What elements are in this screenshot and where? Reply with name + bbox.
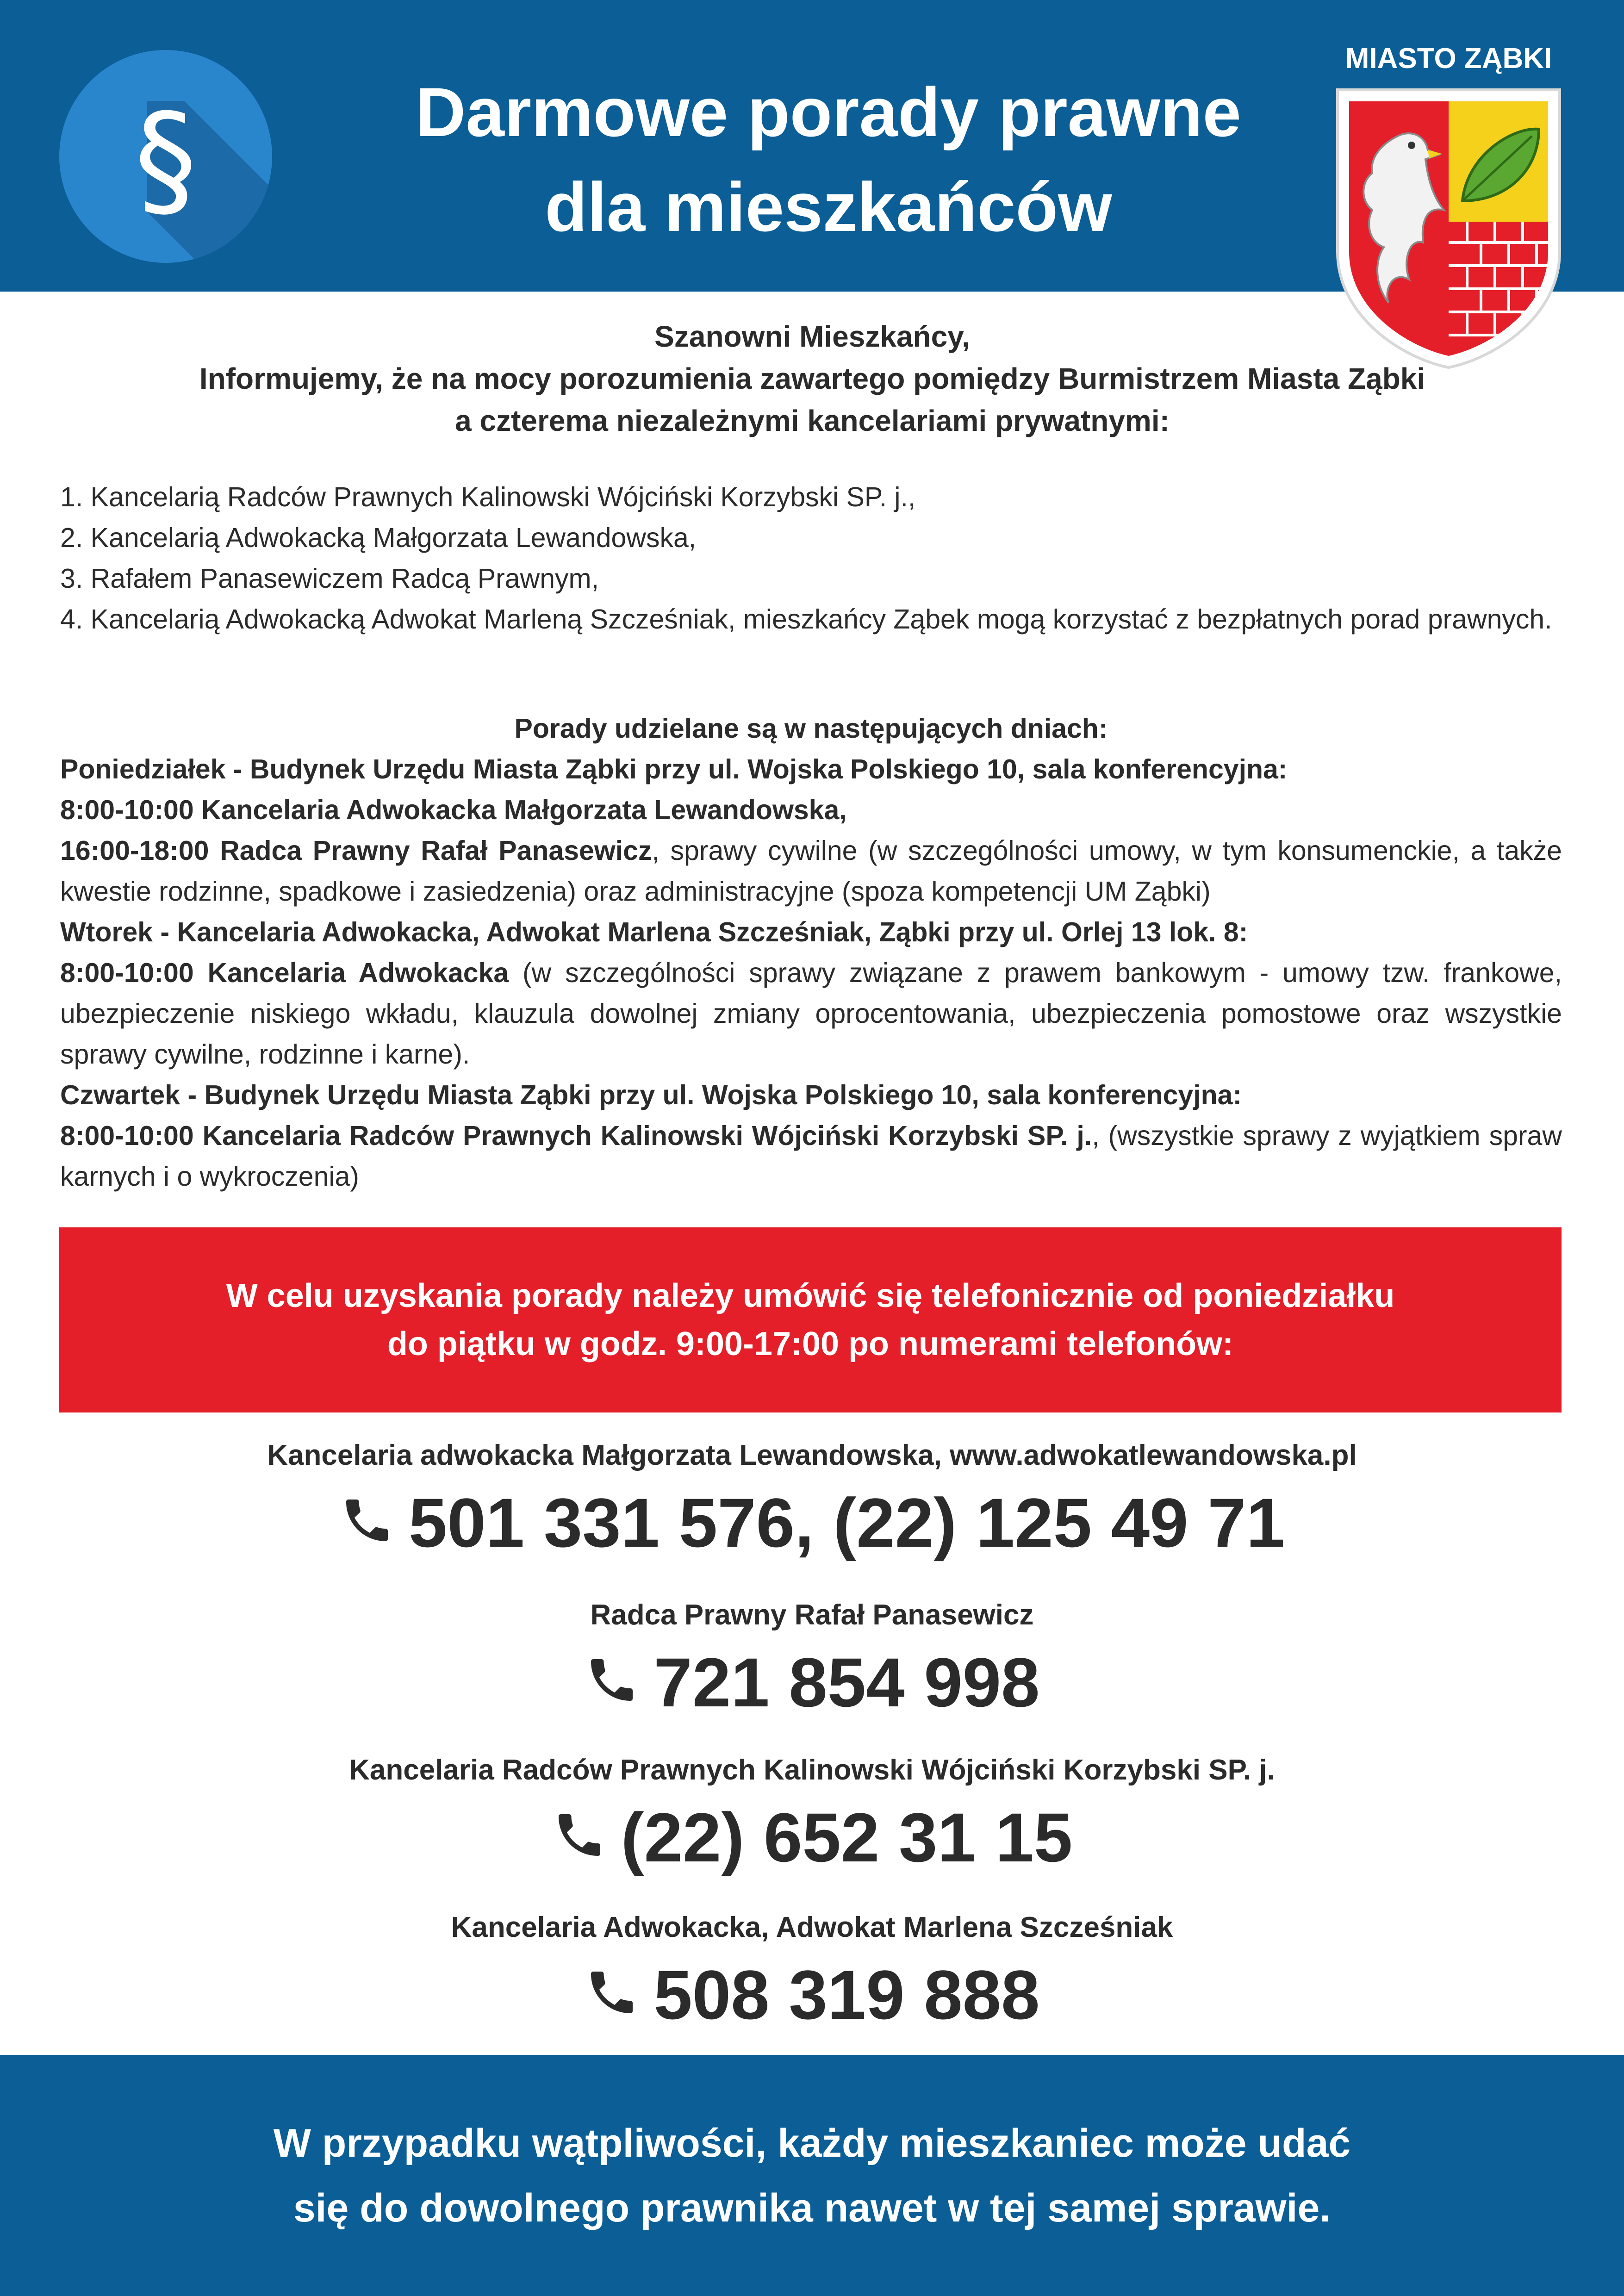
tuesday-slot-title: 8:00-10:00 Kancelaria Adwokacka — [60, 958, 509, 988]
footer-line-2: się do dowolnego prawnika nawet w tej samej sprawie. — [293, 2185, 1331, 2230]
phone-number: 508 319 888 — [653, 1956, 1040, 2034]
contact-phone[interactable] — [0, 1481, 1624, 1564]
intro-line-2: Informujemy, że na mocy porozumienia zawartego pomiędzy Burmistrzem Miasta Ząbki — [199, 362, 1425, 395]
monday-heading: Poniedziałek - Budynek Urzędu Miasta Ząbki przy ul. Wojska Polskiego 10, sala konferencyjna: — [60, 754, 1288, 784]
notice-line-1: W celu uzyskania porady należy umówić się telefonicznie od poniedziałku — [226, 1277, 1395, 1314]
title-line-1: Darmowe porady prawne — [416, 73, 1241, 151]
thursday-slot-title: 8:00-10:00 Kancelaria Radców Prawnych Kalinowski Wójciński Korzybski SP. j. — [60, 1120, 1092, 1151]
notice-line-2: do piątku w godz. 9:00-17:00 po numerami telefonów: — [387, 1325, 1234, 1363]
firm-list — [60, 477, 1562, 640]
tuesday-heading: Wtorek - Kancelaria Adwokacka, Adwokat Marlena Szcześniak, Ząbki przy ul. Orlej 13 lok. 8: — [60, 917, 1248, 947]
list-item: 3. Rafałem Panasewiczem Radcą Prawnym, — [60, 563, 599, 594]
footer-line-1: W przypadku wątpliwości, każdy mieszkaniec może udać — [273, 2121, 1351, 2165]
contact-name: Kancelaria Radców Prawnych Kalinowski Wójciński Korzybski SP. j. — [349, 1754, 1275, 1786]
paragraph-symbol: § — [134, 87, 197, 232]
contact-name: Radca Prawny Rafał Panasewicz — [590, 1599, 1034, 1631]
page-title — [296, 65, 1361, 255]
phone-number: (22) 652 31 15 — [621, 1798, 1073, 1876]
paragraph-badge-icon — [59, 50, 272, 263]
contact-name: Kancelaria Adwokacka, Adwokat Marlena Szcześniak — [451, 1911, 1173, 1943]
contact-phone[interactable] — [0, 1953, 1624, 2036]
crest-label: MIASTO ZĄBKI — [1345, 43, 1552, 75]
tuesday-slot-text: (w szczególności sprawy związane z prawem bankowym - umowy tzw. frankowe, ubezpieczenie niskiego wkładu, klauzula dowolnej zmiany oprocentowania, ubezpieczenia pomostowe oraz wszystkie sprawy cywilne, rodzinne i karne). — [60, 958, 1562, 1070]
thursday-heading: Czwartek - Budynek Urzędu Miasta Ząbki przy ul. Wojska Polskiego 10, sala konferencyjna: — [60, 1080, 1242, 1110]
intro-block — [60, 316, 1564, 442]
intro-line-3: a czterema niezależnymi kancelariami prywatnymi: — [455, 404, 1170, 437]
intro-greeting: Szanowni Mieszkańcy, — [654, 320, 970, 353]
schedule-block — [60, 708, 1562, 1197]
thursday-slot-text: , (wszystkie sprawy z wyjątkiem spraw karnych i o wykroczenia) — [60, 1120, 1562, 1192]
phone-notice-box — [59, 1227, 1562, 1412]
phone-icon — [584, 1962, 640, 2022]
phone-icon — [339, 1490, 395, 1550]
header-banner — [0, 0, 1624, 292]
schedule-heading: Porady udzielane są w następujących dniach: — [514, 713, 1108, 744]
phone-number: 721 854 998 — [653, 1643, 1040, 1721]
list-item: 2. Kancelarią Adwokacką Małgorzata Lewandowska, — [60, 523, 697, 553]
phone-icon — [552, 1805, 607, 1865]
footer-banner — [0, 2055, 1624, 2296]
list-item: 4. Kancelarią Adwokacką Adwokat Marleną Szcześniak, mieszkańcy Ząbek mogą korzystać z bezpłatnych porad prawnych. — [60, 604, 1552, 635]
monday-slot-2-title: 16:00-18:00 Radca Prawny Rafał Panasewicz — [60, 835, 652, 866]
city-crest — [1324, 38, 1574, 334]
monday-slot-2-text: , sprawy cywilne (w szczególności umowy, w tym konsumenckie, a także kwestie rodzinne, spadkowe i zasiedzenia) oraz administracyjne (spoza kompetencji UM Ząbki) — [60, 835, 1562, 907]
contact-name: Kancelaria adwokacka Małgorzata Lewandowska, www.adwokatlewandowska.pl — [267, 1439, 1357, 1471]
phone-number: 501 331 576, (22) 125 49 71 — [408, 1484, 1285, 1562]
phone-icon — [584, 1650, 640, 1710]
list-item: 1. Kancelarią Radców Prawnych Kalinowski Wójciński Korzybski SP. j., — [60, 482, 916, 512]
title-line-2: dla mieszkańców — [545, 168, 1112, 246]
contact-phone[interactable] — [0, 1796, 1624, 1879]
monday-slot-1: 8:00-10:00 Kancelaria Adwokacka Małgorzata Lewandowska, — [60, 795, 847, 825]
contact-phone[interactable] — [0, 1641, 1624, 1724]
